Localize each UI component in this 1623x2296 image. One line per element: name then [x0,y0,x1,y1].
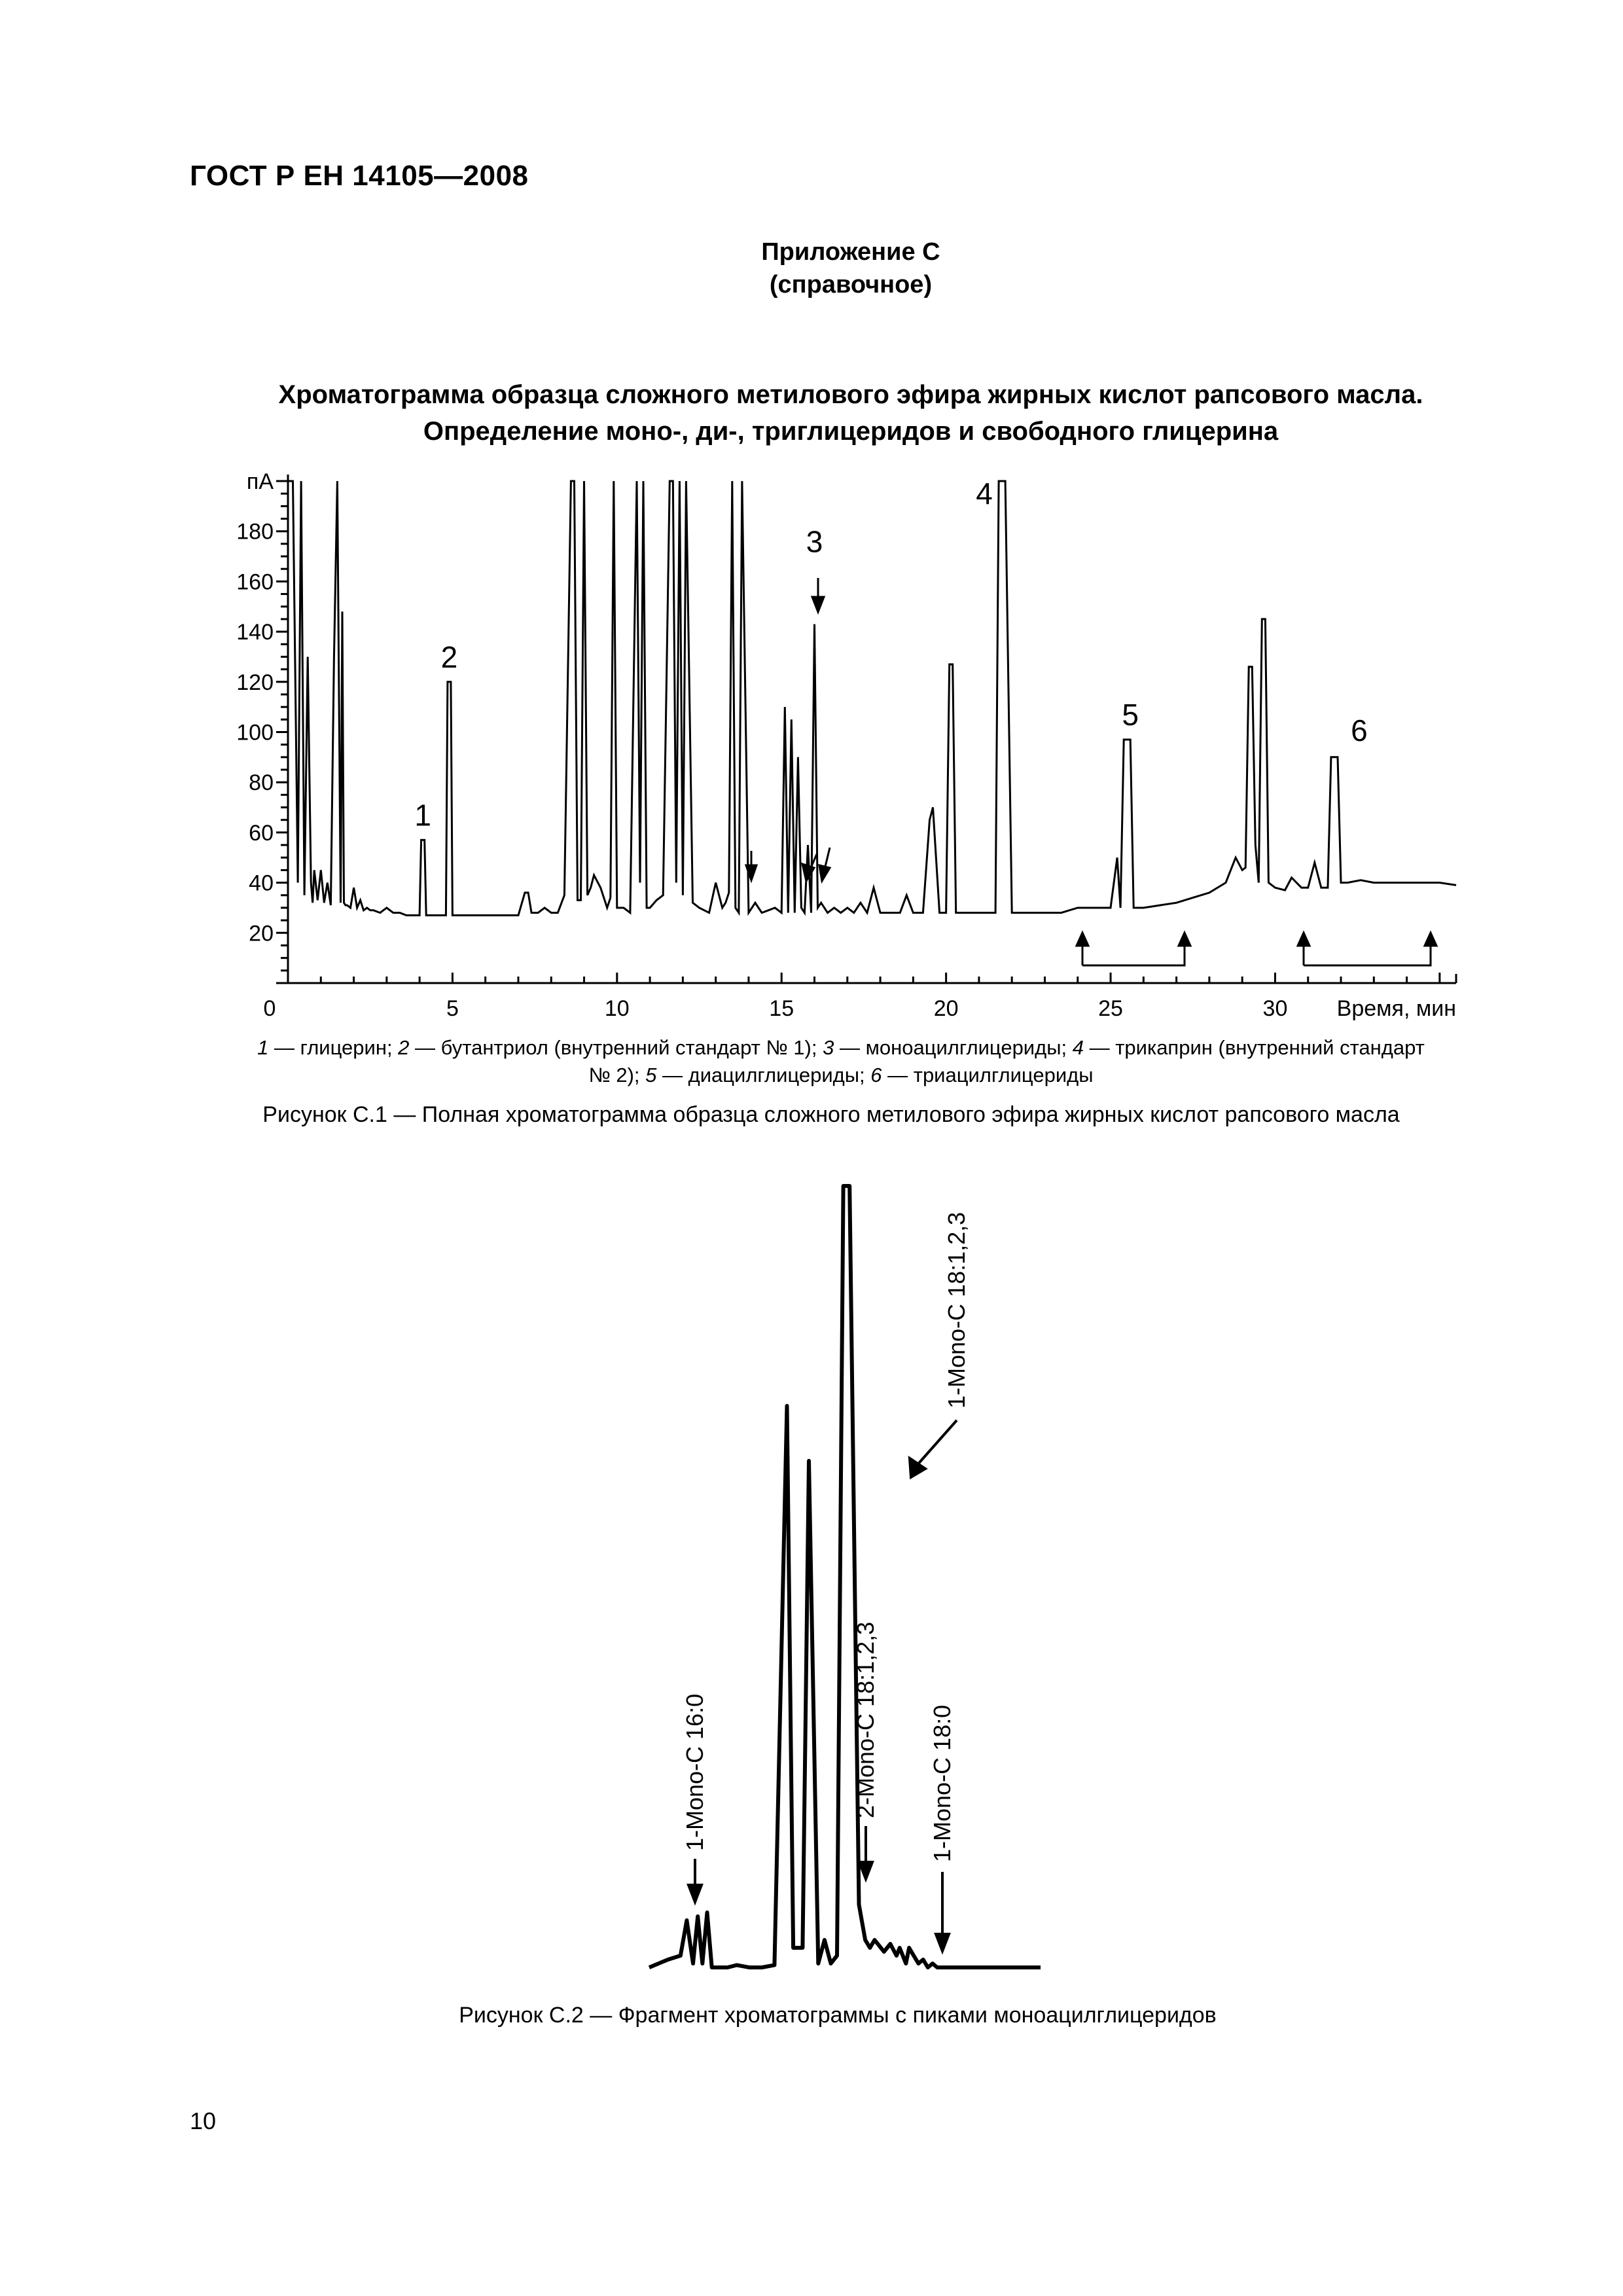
fragment-peak-label: 2-Mono-C 18:1,2,3 [852,1621,879,1818]
y-tick-label: 120 [236,670,274,695]
x-tick-label: 30 [1262,996,1288,1021]
peak-label: 1 [414,798,431,833]
x-tick-label: 5 [446,996,459,1021]
legend-text-6: — триацилглицериды [882,1064,1094,1086]
y-tick-label: 180 [236,519,274,545]
legend-num-3: 3 [823,1036,834,1059]
y-tick-label: 160 [236,569,274,595]
legend-text-3: — моноацилглицериды; [834,1036,1073,1059]
x-tick-label: 20 [933,996,959,1021]
down-arrow-icon [859,1862,872,1879]
y-tick-label: 100 [236,720,274,745]
figure-1-legend [209,1034,1472,1089]
figure-2-caption: Рисунок С.2 — Фрагмент хроматограммы с пиками моноацилглицеридов [459,2003,1217,2028]
fragment-arrows [688,1420,957,1951]
x-tick-label: 10 [604,996,630,1021]
y-tick-label: 20 [249,921,274,946]
appendix-type: (справочное) [769,271,933,298]
y-tick-label: 40 [249,870,274,896]
page-number: 10 [190,2108,217,2134]
peak-label: 5 [1122,698,1139,732]
chromatogram-trace [288,481,1456,916]
x-tick-label: 25 [1098,996,1123,1021]
appendix-title: Приложение С [761,238,940,266]
chromatogram-fragment [0,1145,1623,1996]
down-arrow-icon [688,1885,702,1902]
peak-label: 6 [1351,713,1368,747]
fragment-peak-label: 1-Mono-C 18:0 [929,1704,955,1862]
figure-1-caption: Рисунок С.1 — Полная хроматограмма образца сложного метилового эфира жирных кислот рапсового масла [262,1102,1400,1127]
legend-text-4: — трикаприн (внутренний стандарт [1083,1036,1425,1059]
legend-num-4: 4 [1072,1036,1084,1059]
x-tick-label: 15 [769,996,794,1021]
y-tick-label: 60 [249,820,274,846]
legend-text-2: — бутантриол (внутренний стандарт № 1); [409,1036,823,1059]
down-arrow-icon [812,597,824,612]
legend-line-1 [209,1034,1472,1062]
diglyceride-bracket-arrow-left [1077,933,1088,946]
region-brackets [1077,933,1436,965]
triglyceride-bracket [1304,942,1431,965]
down-arrow-icon [936,1934,949,1951]
x-axis-title: Время, мин [1336,996,1456,1021]
y-tick-label: 140 [236,620,274,645]
up-left-arrow-icon [910,1458,925,1477]
legend-text-1: — глицерин; [268,1036,399,1059]
chromatogram-axes [236,469,1456,1021]
fragment-peak-label: 1-Mono-C 18:1,2,3 [943,1211,970,1408]
triglyceride-bracket-arrow-left [1298,933,1310,946]
fragment-peak-labels [681,1212,970,1862]
y-unit-label: пА [246,469,274,494]
peak-label: 4 [976,476,993,511]
peak-label: 2 [440,639,458,674]
triglyceride-bracket-arrow-right [1425,933,1436,946]
legend-num-6: 6 [870,1064,882,1086]
legend-num-2: 2 [398,1036,410,1059]
up-left-arrow-icon [916,1420,957,1466]
x-tick-label: 0 [263,996,276,1021]
legend-text-5: — диацилглицериды; [656,1064,871,1086]
figure-title-line-2: Определение моно-, ди-, триглицеридов и свободного глицерина [423,417,1279,446]
document-code: ГОСТ Р ЕН 14105—2008 [190,160,529,192]
legend-num-1: 1 [257,1036,269,1059]
figure-title-line-1: Хроматограмма образца сложного метилового эфира жирных кислот рапсового масла. [278,380,1423,409]
legend-text-4b: № 2); [588,1064,646,1086]
legend-num-5: 5 [645,1064,657,1086]
diglyceride-bracket [1082,942,1185,965]
diglyceride-bracket-arrow-right [1179,933,1190,946]
down-arrow-icon [819,865,830,881]
fragment-peak-label: 1-Mono-C 16:0 [681,1693,708,1851]
legend-line-2 [209,1062,1472,1089]
peak-labels [414,476,1367,832]
peak-label: 3 [806,524,823,559]
y-tick-label: 80 [249,770,274,796]
chromatogram-full [0,0,1623,1047]
